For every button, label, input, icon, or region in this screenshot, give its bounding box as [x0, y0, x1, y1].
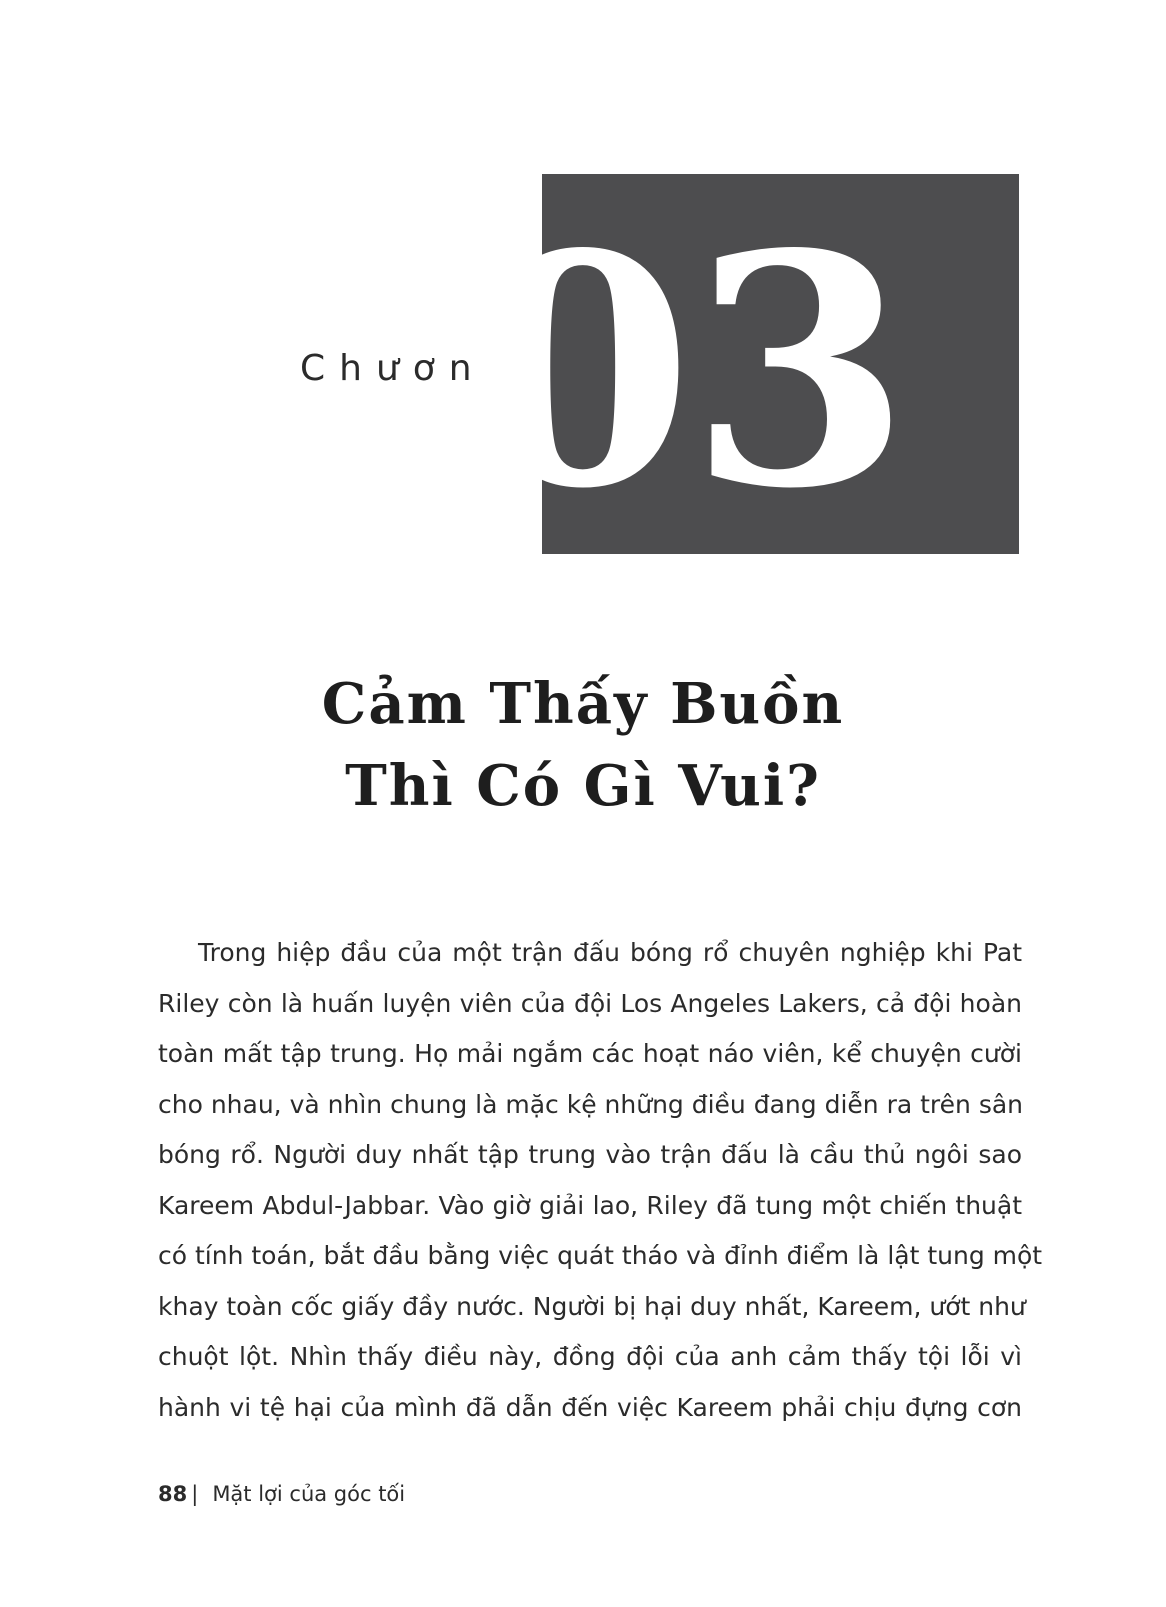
body-paragraph	[158, 928, 1043, 1433]
body-line: Kareem Abdul-Jabbar. Vào giờ giải lao, Riley đã tung một chiến thuật	[158, 1190, 1022, 1220]
chapter-label: Chương	[300, 348, 523, 389]
body-line: bóng rổ. Người duy nhất tập trung vào trận đấu là cầu thủ ngôi sao	[158, 1140, 1022, 1169]
page-number: 88	[158, 1482, 188, 1506]
running-book-title: Mặt lợi của góc tối	[212, 1482, 406, 1506]
body-line: cho nhau, và nhìn chung là mặc kệ những điều đang diễn ra trên sân	[158, 1089, 1024, 1119]
body-line: có tính toán, bắt đầu bằng việc quát tháo và đỉnh điểm là lật tung một	[158, 1241, 1043, 1270]
chapter-number: 03	[472, 184, 907, 558]
body-line: Trong hiệp đầu của một trận đấu bóng rổ chuyên nghiệp khi Pat	[198, 938, 1022, 967]
body-line: khay toàn cốc giấy đầy nước. Người bị hại duy nhất, Kareem, ướt như	[158, 1291, 1026, 1321]
body-line: hành vi tệ hại của mình đã dẫn đến việc Kareem phải chịu đựng cơn	[158, 1392, 1022, 1422]
body-line: toàn mất tập trung. Họ mải ngắm các hoạt náo viên, kể chuyện cười	[158, 1039, 1022, 1068]
chapter-title-line-2: Thì Có Gì Vui?	[345, 752, 821, 819]
chapter-title	[0, 663, 1166, 827]
chapter-number-block	[472, 174, 1019, 558]
body-line: Riley còn là huấn luyện viên của đội Los Angeles Lakers, cả đội hoàn	[158, 988, 1022, 1018]
body-line: chuột lột. Nhìn thấy điều này, đồng đội của anh cảm thấy tội lỗi vì	[158, 1342, 1022, 1371]
footer-separator: |	[191, 1482, 199, 1506]
chapter-title-line-1: Cảm Thấy Buồn	[321, 670, 845, 737]
page-footer	[158, 1482, 405, 1506]
